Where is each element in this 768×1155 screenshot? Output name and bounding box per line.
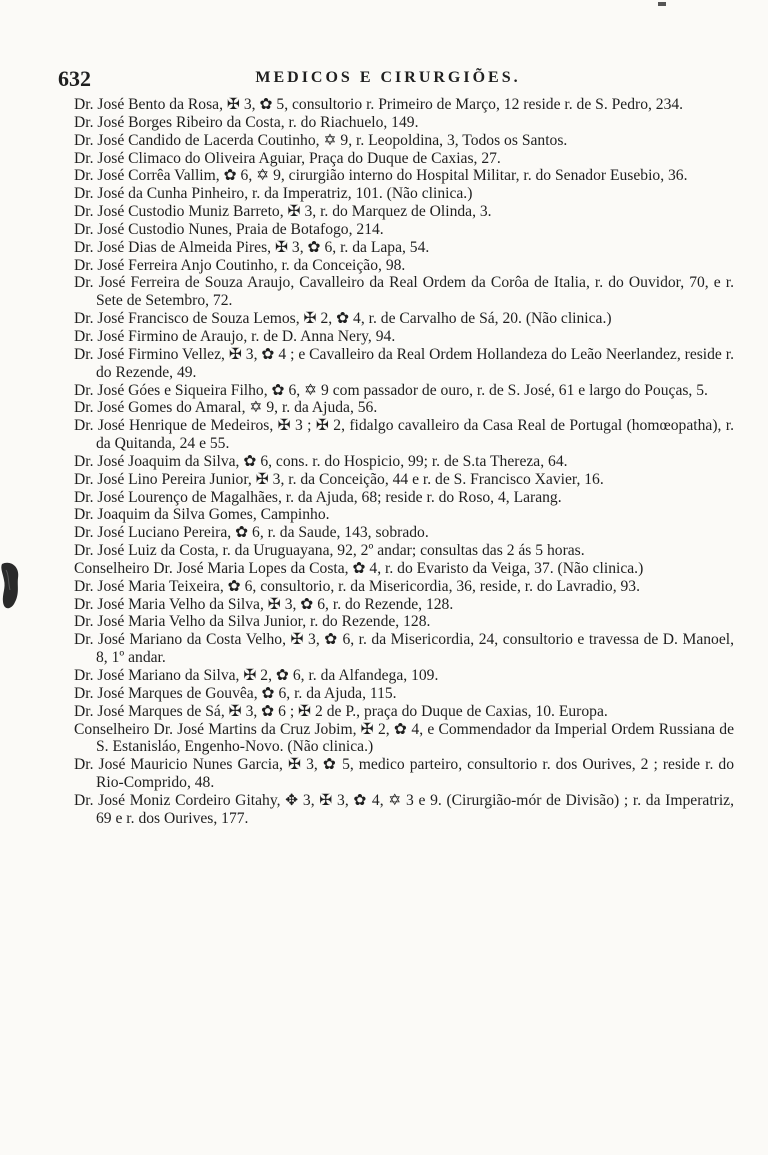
directory-entry: Dr. José Gomes do Amaral, ✡ 9, r. da Ajuda, 56. bbox=[74, 399, 378, 417]
directory-entry: Dr. José da Cunha Pinheiro, r. da Imperatriz, 101. (Não clinica.) bbox=[74, 185, 473, 203]
page-header bbox=[58, 66, 718, 92]
directory-entry: Dr. José Francisco de Souza Lemos, ✠ 2, ✿ 4, r. de Carvalho de Sá, 20. (Não clinica.) bbox=[74, 310, 612, 328]
directory-entry: Dr. José Luiz da Costa, r. da Uruguayana, 92, 2º andar; consultas das 2 ás 5 horas. bbox=[74, 542, 585, 560]
directory-entry: Dr. José Dias de Almeida Pires, ✠ 3, ✿ 6, r. da Lapa, 54. bbox=[74, 238, 430, 256]
directory-entry: Conselheiro Dr. José Martins da Cruz Jobim, ✠ 2, ✿ 4, e Commendador da Imperial Ordem Russiana de S. Estanisláo, Engenho-Novo. (Não clinica.) bbox=[74, 720, 734, 756]
directory-entry: Dr. José Moniz Cordeiro Gitahy, ✥ 3, ✠ 3, ✿ 4, ✡ 3 e 9. (Cirurgião-mór de Divisão) ; r. da Imperatriz, 69 e r. dos Ourives, 177. bbox=[74, 791, 734, 827]
directory-entry: Dr. José Candido de Lacerda Coutinho, ✡ 9, r. Leopoldina, 3, Todos os Santos. bbox=[74, 131, 568, 149]
directory-entry: Conselheiro Dr. José Maria Lopes da Costa, ✿ 4, r. do Evaristo da Veiga, 37. (Não clinica.) bbox=[74, 559, 644, 577]
running-head: MEDICOS E CIRURGIÕES. bbox=[255, 69, 521, 86]
directory-entry: Dr. José Borges Ribeiro da Costa, r. do Riachuelo, 149. bbox=[74, 113, 419, 131]
directory-entry: Dr. José Luciano Pereira, ✿ 6, r. da Saude, 143, sobrado. bbox=[74, 524, 429, 542]
directory-entry: Dr. José Joaquim da Silva, ✿ 6, cons. r. do Hospicio, 99; r. de S.ta Thereza, 64. bbox=[74, 452, 568, 470]
margin-blot bbox=[0, 560, 22, 612]
directory-entry: Dr. José Ferreira Anjo Coutinho, r. da Conceição, 98. bbox=[74, 256, 406, 274]
directory-entry: Dr. José Marques de Gouvêa, ✿ 6, r. da Ajuda, 115. bbox=[74, 684, 397, 702]
directory-entry: Dr. José Climaco do Oliveira Aguiar, Praça do Duque de Caxias, 27. bbox=[74, 149, 501, 167]
directory-entry: Dr. José Marques de Sá, ✠ 3, ✿ 6 ; ✠ 2 de P., praça do Duque de Caxias, 10. Europa. bbox=[74, 702, 608, 720]
directory-entry: Dr. José Maria Velho da Silva Junior, r. do Rezende, 128. bbox=[74, 613, 431, 631]
directory-entry: Dr. José Firmino de Araujo, r. de D. Anna Nery, 94. bbox=[74, 327, 396, 345]
directory-entry: Dr. José Maria Teixeira, ✿ 6, consultorio, r. da Misericordia, 36, reside, r. do Lavradio, 93. bbox=[74, 577, 640, 595]
directory-entry: Dr. José Lino Pereira Junior, ✠ 3, r. da Conceição, 44 e r. de S. Francisco Xavier, 16. bbox=[74, 470, 604, 488]
directory-entry: Dr. José Henrique de Medeiros, ✠ 3 ; ✠ 2, fidalgo cavalleiro da Casa Real de Portugal (homœopatha), r. da Quitanda, 24 e 55. bbox=[74, 417, 734, 453]
directory-entry: Dr. José Ferreira de Souza Araujo, Cavalleiro da Real Ordem da Corôa de Italia, r. do Ouvidor, 70, e r. Sete de Setembro, 72. bbox=[74, 274, 734, 310]
directory-entry: Dr. José Maria Velho da Silva, ✠ 3, ✿ 6, r. do Rezende, 128. bbox=[74, 595, 454, 613]
directory-entry: Dr. José Mauricio Nunes Garcia, ✠ 3, ✿ 5, medico parteiro, consultorio r. dos Ourives, 2 ; reside r. do Rio-Comprido, 48. bbox=[74, 756, 734, 792]
directory-entry: Dr. José Corrêa Vallim, ✿ 6, ✡ 9, cirurgião interno do Hospital Militar, r. do Senador Eusebio, 36. bbox=[74, 167, 688, 185]
directory-entry: Dr. José Custodio Nunes, Praia de Botafogo, 214. bbox=[74, 220, 384, 238]
directory-entry: Dr. Joaquim da Silva Gomes, Campinho. bbox=[74, 506, 330, 524]
ink-mark bbox=[658, 2, 666, 6]
directory-entry: Dr. José Firmino Vellez, ✠ 3, ✿ 4 ; e Cavalleiro da Real Ordem Hollandeza do Leão Neerlandez, reside r. do Rezende, 49. bbox=[74, 345, 734, 381]
directory-entry: Dr. José Mariano da Costa Velho, ✠ 3, ✿ 6, r. da Misericordia, 24, consultorio e travessa de D. Manoel, 8, 1º andar. bbox=[74, 631, 734, 667]
page-number: 632 bbox=[58, 66, 91, 91]
directory-entry: Dr. José Mariano da Silva, ✠ 2, ✿ 6, r. da Alfandega, 109. bbox=[74, 667, 439, 684]
entries-list bbox=[74, 96, 734, 828]
directory-entry: Dr. José Custodio Muniz Barreto, ✠ 3, r. do Marquez de Olinda, 3. bbox=[74, 203, 492, 221]
directory-entry: Dr. José Lourenço de Magalhães, r. da Ajuda, 68; reside r. do Roso, 4, Larang. bbox=[74, 488, 562, 506]
directory-entry: Dr. José Bento da Rosa, ✠ 3, ✿ 5, consultorio r. Primeiro de Março, 12 reside r. de S. Pedro, 234. bbox=[74, 96, 684, 113]
directory-entry: Dr. José Góes e Siqueira Filho, ✿ 6, ✡ 9 com passador de ouro, r. de S. José, 61 e largo do Pouças, 5. bbox=[74, 381, 708, 399]
